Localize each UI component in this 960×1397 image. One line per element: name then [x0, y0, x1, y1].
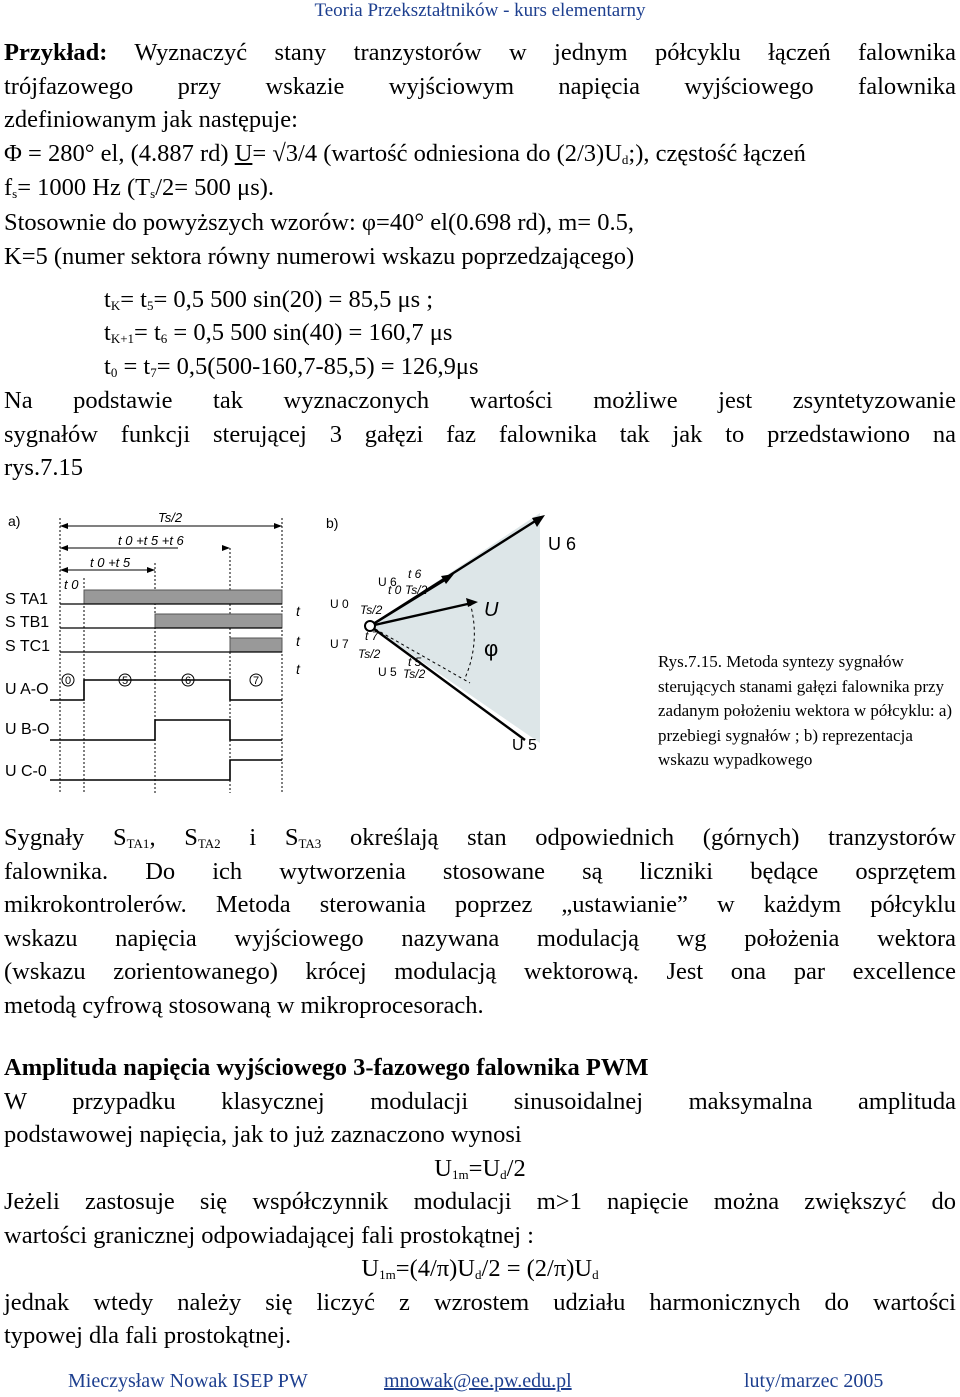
- para2-line-2: falownika. Do ich wytworzenia stosowane są liczniki będące osprzętem: [4, 857, 956, 885]
- panel-a-label: a): [8, 513, 21, 529]
- t0t5t6-label: t 0 +t 5 +t 6: [118, 533, 184, 548]
- row-stc1: S TC1: [5, 638, 51, 655]
- ts-value: /2= 500 μs).: [155, 174, 275, 201]
- sector-triangle: [370, 513, 540, 743]
- svg-text:U 0: U 0: [330, 597, 349, 611]
- para1-line-3: rys.7.15: [4, 454, 83, 481]
- example-label: Przykład:: [4, 39, 108, 66]
- section-line-1: W przypadku klasycznej modulacji sinusoidalnej maksymalna amplituda: [4, 1087, 956, 1115]
- para1-line-2: sygnałów funkcji sterującej 3 gałęzi faz falownika tak jak to przedstawiono na: [4, 420, 956, 448]
- example-line-1: [4, 36, 956, 70]
- page-header: Teoria Przekształtników - kurs elementarny: [314, 0, 646, 21]
- formula-1: $U_{1m}=U_d/2$: [434, 1154, 526, 1182]
- sub-d: d: [621, 152, 629, 167]
- section-line-6: typowej dla fali prostokątnej.: [4, 1322, 292, 1349]
- section-line-2: podstawowej napięcia, jak to już zaznaczono wynosi: [4, 1121, 522, 1148]
- section-line-3: Jeżeli zastosuje się współczynnik modulacji m>1 napięcie można zwiększyć do: [4, 1188, 956, 1215]
- svg-text:t: t: [296, 633, 300, 649]
- para2-line-1: Sygnały $S_{TA1}$, $S_{TA2}$ i $S_{TA3}$ określają stan odpowiednich (górnych) tranzystorów: [4, 824, 956, 851]
- switch-pulses: [84, 590, 282, 652]
- svg-text:U 6: U 6: [378, 575, 397, 589]
- voltage-waveforms: [50, 680, 282, 780]
- vector-U: U: [234, 140, 253, 167]
- figure-rys-7-15: [0, 508, 650, 808]
- example-line-3: zdefiniowanym jak następuje:: [4, 106, 298, 133]
- equation-1: $t_K= t_5= 0,5$ 500 sin(20) = 85,5 μs ;: [104, 286, 434, 313]
- svg-text:7: 7: [252, 675, 260, 687]
- row-ubo: U B-O: [5, 721, 50, 738]
- vec-U: U: [484, 599, 499, 621]
- svg-text:6: 6: [184, 675, 192, 687]
- sub-s2: s: [150, 186, 156, 201]
- formula-2: $U_{1m}=(4/\pi)U_d/2 = (2/\pi)U_d$: [361, 1255, 599, 1282]
- figure-caption: Rys.7.15. Metoda syntezy sygnałów sterujących stanami gałęzi falownika przy zadanym położeniu wektora w półcyklu: a) przebiegi sygnałów ; b) reprezentacja wskazu wypadkowego: [658, 652, 953, 769]
- example-line-4: [4, 137, 956, 171]
- svg-text:5: 5: [121, 675, 129, 687]
- svg-text:t 0: t 0: [388, 583, 402, 597]
- section-line-4: wartości granicznej odpowiadającej fali prostokątnej :: [4, 1221, 534, 1249]
- t0-label: t 0: [64, 577, 79, 592]
- t-axis-labels: [296, 603, 301, 677]
- svg-text:U 7: U 7: [330, 637, 349, 651]
- footer-date: luty/marzec 2005: [744, 1370, 884, 1392]
- example-line-2: trójfazowego przy wskazie wyjściowym napięcia wyjściowego falownika: [4, 72, 956, 100]
- section-line-5: jednak wtedy należy się liczyć z wzrostem udziału harmonicznych do wartości: [4, 1288, 956, 1316]
- equation-3: $t_0 = t_7= 0,5(500-160,7-85,5) = 126,9\mu s$: [104, 353, 479, 380]
- vec-U5: U 5: [512, 737, 537, 754]
- example-line-5: [4, 171, 956, 205]
- svg-text:t 5: t 5: [408, 655, 422, 669]
- para1-line-1: Na podstawie tak wyznaczonych wartości możliwe jest zsyntetyzowanie: [4, 387, 956, 414]
- row-stb1: S TB1: [5, 614, 50, 631]
- phi-def: Φ = 280° el, (4.887 rd): [4, 140, 235, 167]
- section-heading: Amplituda napięcia wyjściowego 3-fazowego falownika PWM: [4, 1054, 649, 1081]
- para2-line-5: (wskazu zorientowanego) krócej modulacją wektorową. Jest ona par excellence: [4, 958, 956, 985]
- vec-U6: U 6: [548, 534, 577, 554]
- svg-text:t 6: t 6: [408, 567, 422, 581]
- svg-text:t: t: [296, 603, 300, 619]
- example-line-6: Stosownie do powyższych wzorów: φ=40° el(0.698 rd), m= 0.5,: [4, 209, 634, 236]
- para2-line-3: mikrokontrolerów. Metoda sterowania poprzez „ustawianie” w każdym półcyklu: [4, 891, 956, 918]
- sub-s: s: [12, 186, 18, 201]
- example-line-1-text: Wyznaczyć stany tranzystorów w jednym półcyklu łączeń falownika: [107, 39, 956, 66]
- svg-text:Ts/2: Ts/2: [358, 647, 381, 661]
- page-footer: [0, 1370, 960, 1396]
- example-line-7: K=5 (numer sektora równy numerowi wskazu poprzedzającego): [4, 243, 635, 270]
- para2-line-4: wskazu napięcia wyjściowego nazywana modulacją wg położenia wektora: [4, 924, 956, 952]
- svg-text:U 5: U 5: [378, 665, 397, 679]
- row-uao: U A-O: [5, 681, 49, 698]
- svg-text:Ts/2: Ts/2: [360, 603, 383, 617]
- svg-text:t 7: t 7: [365, 629, 379, 643]
- svg-text:Ts/2: Ts/2: [405, 583, 428, 597]
- svg-text:Ts/2: Ts/2: [403, 667, 426, 681]
- svg-text:t: t: [296, 661, 300, 677]
- row-uco: U C-0: [5, 763, 47, 780]
- svg-text:0: 0: [64, 675, 72, 687]
- ts2-label: Ts/2: [158, 510, 183, 525]
- footer-author: Mieczysław Nowak ISEP PW: [68, 1370, 308, 1392]
- panel-b-label: b): [326, 515, 339, 531]
- equation-2: $t_{K+1}= t_6 = 0,5$ 500 sin(40) = 160,7 μs: [104, 319, 453, 346]
- row-sta1: S TA1: [5, 591, 48, 608]
- freq-label: ;), częstość łączeń: [628, 140, 806, 167]
- fs-value: = 1000 Hz (T: [17, 174, 151, 201]
- magnitude-def: = √3/4 (wartość odniesiona do (2/3)U: [252, 140, 622, 167]
- t0t5-label: t 0 +t 5: [90, 555, 131, 570]
- footer-email-link[interactable]: mnowak@ee.pw.edu.pl: [384, 1370, 572, 1392]
- phi-symbol: φ: [484, 636, 499, 661]
- para2-line-6: metodą cyfrową stosowaną w mikroprocesorach.: [4, 991, 484, 1019]
- fs: f: [4, 174, 13, 201]
